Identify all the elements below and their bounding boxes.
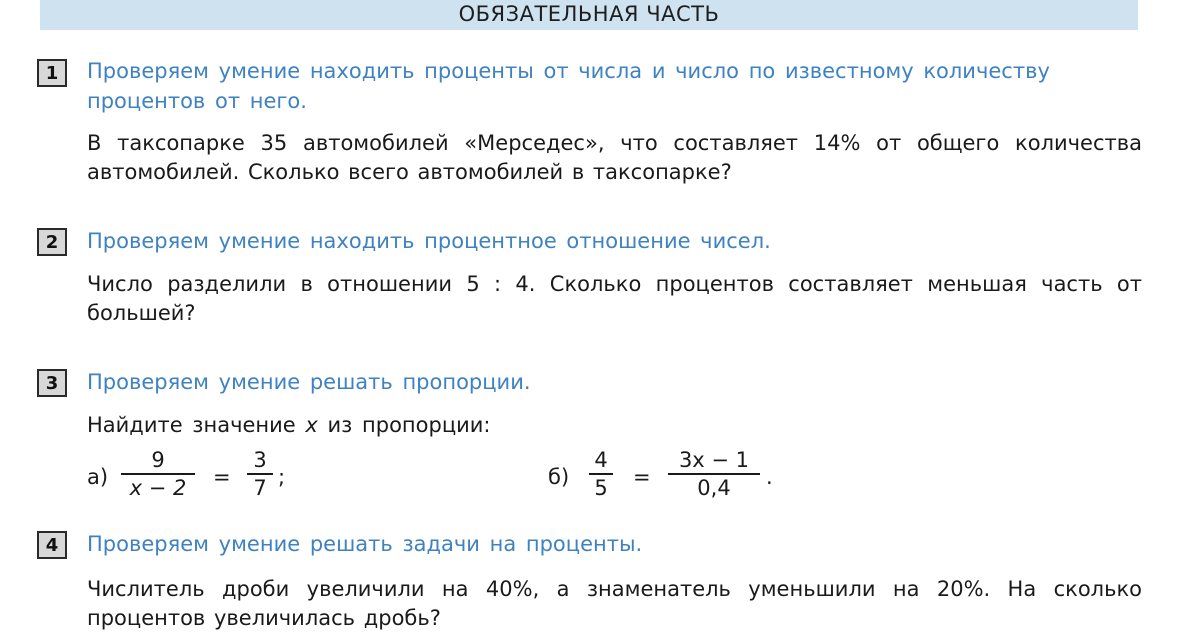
task-1-heading-line-1: Проверяем умение находить проценты от числа и число по известному количеству	[87, 59, 1050, 83]
task-3-body-prefix: Найдите значение	[87, 413, 296, 437]
proportion-b-left-denominator: 5	[594, 476, 608, 500]
task-2-number-badge: 2	[37, 228, 67, 256]
proportion-a-end: ;	[278, 465, 286, 489]
proportion-b-equals: =	[633, 465, 651, 489]
proportion-a-right-denominator: 7	[253, 476, 267, 500]
proportion-a-left-fraction	[121, 448, 195, 500]
task-1-heading	[87, 56, 1147, 116]
task-4-number-badge: 4	[37, 531, 67, 559]
section-header-band	[40, 0, 1138, 30]
fraction-bar	[668, 473, 760, 475]
task-1-body: В таксопарке 35 автомобилей «Мерседес», что составляет 14% от общего количества автомобилей. Сколько всего автомобилей в таксопарке?	[87, 131, 1142, 184]
task-3-heading: Проверяем умение решать пропорции.	[87, 370, 531, 394]
task-3-body-variable: x	[305, 413, 318, 437]
proportion-b-left-fraction	[589, 448, 613, 500]
task-1-heading-line-2: процентов от него.	[87, 89, 307, 113]
proportion-a-left-numerator: 9	[151, 448, 165, 472]
proportion-b-right-denominator: 0,4	[697, 476, 731, 500]
task-2-body: Число разделили в отношении 5 : 4. Сколько процентов составляет меньшая часть от большей?	[87, 272, 1142, 325]
task-3-body	[87, 411, 491, 439]
proportion-a-right-fraction	[247, 448, 273, 500]
proportion-b-left-numerator: 4	[594, 448, 608, 472]
fraction-bar	[247, 473, 273, 475]
proportion-a-left-denominator: x − 2	[129, 476, 187, 500]
task-3-body-suffix: из пропорции:	[327, 413, 491, 437]
proportion-a-equals: =	[213, 465, 231, 489]
proportion-a-label: а)	[87, 465, 109, 489]
task-4-heading: Проверяем умение решать задачи на проценты.	[87, 532, 643, 556]
fraction-bar	[589, 473, 613, 475]
fraction-bar	[121, 473, 195, 475]
proportion-b-right-numerator: 3x − 1	[678, 448, 750, 472]
task-2-heading: Проверяем умение находить процентное отношение чисел.	[87, 229, 771, 253]
task-3-number-badge: 3	[37, 369, 67, 397]
task-1-number-badge: 1	[37, 59, 67, 87]
proportion-b-end: .	[766, 465, 773, 489]
proportion-a-right-numerator: 3	[253, 448, 267, 472]
task-4-body: Числитель дроби увеличили на 40%, а знаменатель уменьшили на 20%. На сколько процентов увеличилась дробь?	[87, 577, 1142, 630]
proportion-b-right-fraction	[668, 448, 760, 500]
proportion-b-label: б)	[548, 465, 570, 489]
section-title: ОБЯЗАТЕЛЬНАЯ ЧАСТЬ	[458, 2, 720, 26]
